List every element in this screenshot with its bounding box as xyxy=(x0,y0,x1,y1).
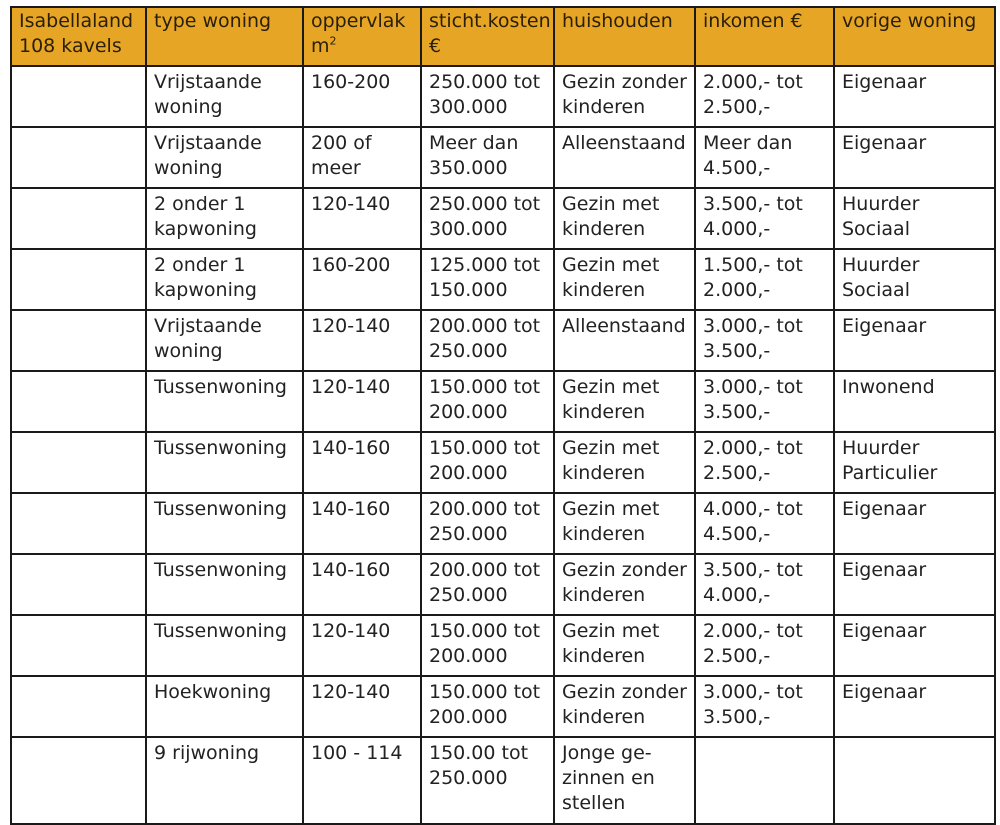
header-vorige-woning: vorige woning xyxy=(834,7,995,66)
cell-inkomen: 3.000,- tot 3.500,- xyxy=(695,310,834,371)
cell-type-woning: Tussenwoning xyxy=(146,554,303,615)
cell-vorige-woning: Eigenaar xyxy=(834,310,995,371)
cell-oppervlak: 140-160 xyxy=(303,554,421,615)
cell-inkomen: 3.000,- tot 3.500,- xyxy=(695,371,834,432)
cell-huishouden: Gezin met kinderen xyxy=(554,371,695,432)
cell-project xyxy=(11,66,146,127)
cell-oppervlak: 200 of meer xyxy=(303,127,421,188)
header-row xyxy=(11,7,995,66)
cell-inkomen xyxy=(695,737,834,824)
cell-type-woning: Vrijstaande woning xyxy=(146,127,303,188)
cell-type-woning: 2 onder 1 kapwoning xyxy=(146,249,303,310)
cell-inkomen: 4.000,- tot 4.500,- xyxy=(695,493,834,554)
cell-oppervlak: 160-200 xyxy=(303,249,421,310)
cell-project xyxy=(11,676,146,737)
cell-stichtingskosten: 200.000 tot 250.000 xyxy=(421,554,554,615)
header-project: Isabellaland 108 kavels xyxy=(11,7,146,66)
cell-type-woning: Tussenwoning xyxy=(146,432,303,493)
cell-stichtingskosten: 150.00 tot 250.000 xyxy=(421,737,554,824)
cell-vorige-woning: Huurder Sociaal xyxy=(834,188,995,249)
cell-inkomen: 2.000,- tot 2.500,- xyxy=(695,432,834,493)
table-row xyxy=(11,310,995,371)
header-oppervlak-label: oppervlak m xyxy=(311,10,406,57)
header-type-woning: type woning xyxy=(146,7,303,66)
cell-project xyxy=(11,249,146,310)
cell-huishouden: Alleenstaand xyxy=(554,127,695,188)
cell-vorige-woning: Huurder Particulier xyxy=(834,432,995,493)
cell-huishouden: Gezin met kinderen xyxy=(554,615,695,676)
cell-project xyxy=(11,432,146,493)
cell-stichtingskosten: 150.000 tot 200.000 xyxy=(421,676,554,737)
header-stichtingskosten: sticht.kosten € xyxy=(421,7,554,66)
cell-vorige-woning: Eigenaar xyxy=(834,66,995,127)
cell-inkomen: 2.000,- tot 2.500,- xyxy=(695,615,834,676)
cell-stichtingskosten: 250.000 tot 300.000 xyxy=(421,188,554,249)
cell-huishouden: Gezin met kinderen xyxy=(554,249,695,310)
cell-project xyxy=(11,188,146,249)
housing-table xyxy=(10,6,996,825)
cell-project xyxy=(11,310,146,371)
table-row xyxy=(11,676,995,737)
cell-type-woning: Vrijstaande woning xyxy=(146,66,303,127)
cell-stichtingskosten: 250.000 tot 300.000 xyxy=(421,66,554,127)
cell-huishouden: Gezin met kinderen xyxy=(554,493,695,554)
table-row xyxy=(11,249,995,310)
cell-huishouden: Gezin met kinderen xyxy=(554,188,695,249)
cell-oppervlak: 120-140 xyxy=(303,615,421,676)
cell-stichtingskosten: 200.000 tot 250.000 xyxy=(421,310,554,371)
cell-inkomen: 1.500,- tot 2.000,- xyxy=(695,249,834,310)
header-inkomen: inkomen € xyxy=(695,7,834,66)
cell-vorige-woning: Eigenaar xyxy=(834,493,995,554)
cell-vorige-woning: Inwonend xyxy=(834,371,995,432)
table-row xyxy=(11,66,995,127)
table-row xyxy=(11,371,995,432)
cell-vorige-woning: Huurder Sociaal xyxy=(834,249,995,310)
cell-project xyxy=(11,615,146,676)
cell-huishouden: Jonge ge- zinnen en stellen xyxy=(554,737,695,824)
table-row xyxy=(11,127,995,188)
cell-project xyxy=(11,493,146,554)
cell-type-woning: 9 rijwoning xyxy=(146,737,303,824)
table-row xyxy=(11,188,995,249)
cell-oppervlak: 120-140 xyxy=(303,188,421,249)
cell-oppervlak: 160-200 xyxy=(303,66,421,127)
cell-type-woning: Tussenwoning xyxy=(146,371,303,432)
cell-vorige-woning: Eigenaar xyxy=(834,615,995,676)
table-row xyxy=(11,737,995,824)
cell-vorige-woning xyxy=(834,737,995,824)
cell-huishouden: Gezin met kinderen xyxy=(554,432,695,493)
cell-stichtingskosten: 200.000 tot 250.000 xyxy=(421,493,554,554)
cell-vorige-woning: Eigenaar xyxy=(834,554,995,615)
cell-stichtingskosten: 150.000 tot 200.000 xyxy=(421,615,554,676)
cell-inkomen: 3.500,- tot 4.000,- xyxy=(695,554,834,615)
cell-stichtingskosten: 125.000 tot 150.000 xyxy=(421,249,554,310)
cell-type-woning: Vrijstaande woning xyxy=(146,310,303,371)
cell-oppervlak: 140-160 xyxy=(303,432,421,493)
cell-project xyxy=(11,127,146,188)
cell-type-woning: 2 onder 1 kapwoning xyxy=(146,188,303,249)
cell-inkomen: 3.500,- tot 4.000,- xyxy=(695,188,834,249)
cell-oppervlak: 120-140 xyxy=(303,676,421,737)
cell-huishouden: Gezin zonder kinderen xyxy=(554,676,695,737)
cell-stichtingskosten: Meer dan 350.000 xyxy=(421,127,554,188)
cell-type-woning: Tussenwoning xyxy=(146,493,303,554)
cell-huishouden: Gezin zonder kinderen xyxy=(554,66,695,127)
header-huishouden: huishouden xyxy=(554,7,695,66)
cell-stichtingskosten: 150.000 tot 200.000 xyxy=(421,432,554,493)
cell-vorige-woning: Eigenaar xyxy=(834,127,995,188)
header-oppervlak xyxy=(303,7,421,66)
header-oppervlak-superscript: 2 xyxy=(329,34,337,48)
table-row xyxy=(11,615,995,676)
cell-inkomen: 2.000,- tot 2.500,- xyxy=(695,66,834,127)
cell-huishouden: Alleenstaand xyxy=(554,310,695,371)
table-body xyxy=(11,66,995,824)
cell-oppervlak: 120-140 xyxy=(303,371,421,432)
cell-oppervlak: 120-140 xyxy=(303,310,421,371)
cell-project xyxy=(11,371,146,432)
cell-project xyxy=(11,554,146,615)
table-row xyxy=(11,432,995,493)
cell-type-woning: Tussenwoning xyxy=(146,615,303,676)
cell-huishouden: Gezin zonder kinderen xyxy=(554,554,695,615)
cell-oppervlak: 140-160 xyxy=(303,493,421,554)
cell-inkomen: 3.000,- tot 3.500,- xyxy=(695,676,834,737)
cell-project xyxy=(11,737,146,824)
table-row xyxy=(11,554,995,615)
cell-stichtingskosten: 150.000 tot 200.000 xyxy=(421,371,554,432)
cell-type-woning: Hoekwoning xyxy=(146,676,303,737)
cell-vorige-woning: Eigenaar xyxy=(834,676,995,737)
cell-oppervlak: 100 - 114 xyxy=(303,737,421,824)
cell-inkomen: Meer dan 4.500,- xyxy=(695,127,834,188)
table-row xyxy=(11,493,995,554)
